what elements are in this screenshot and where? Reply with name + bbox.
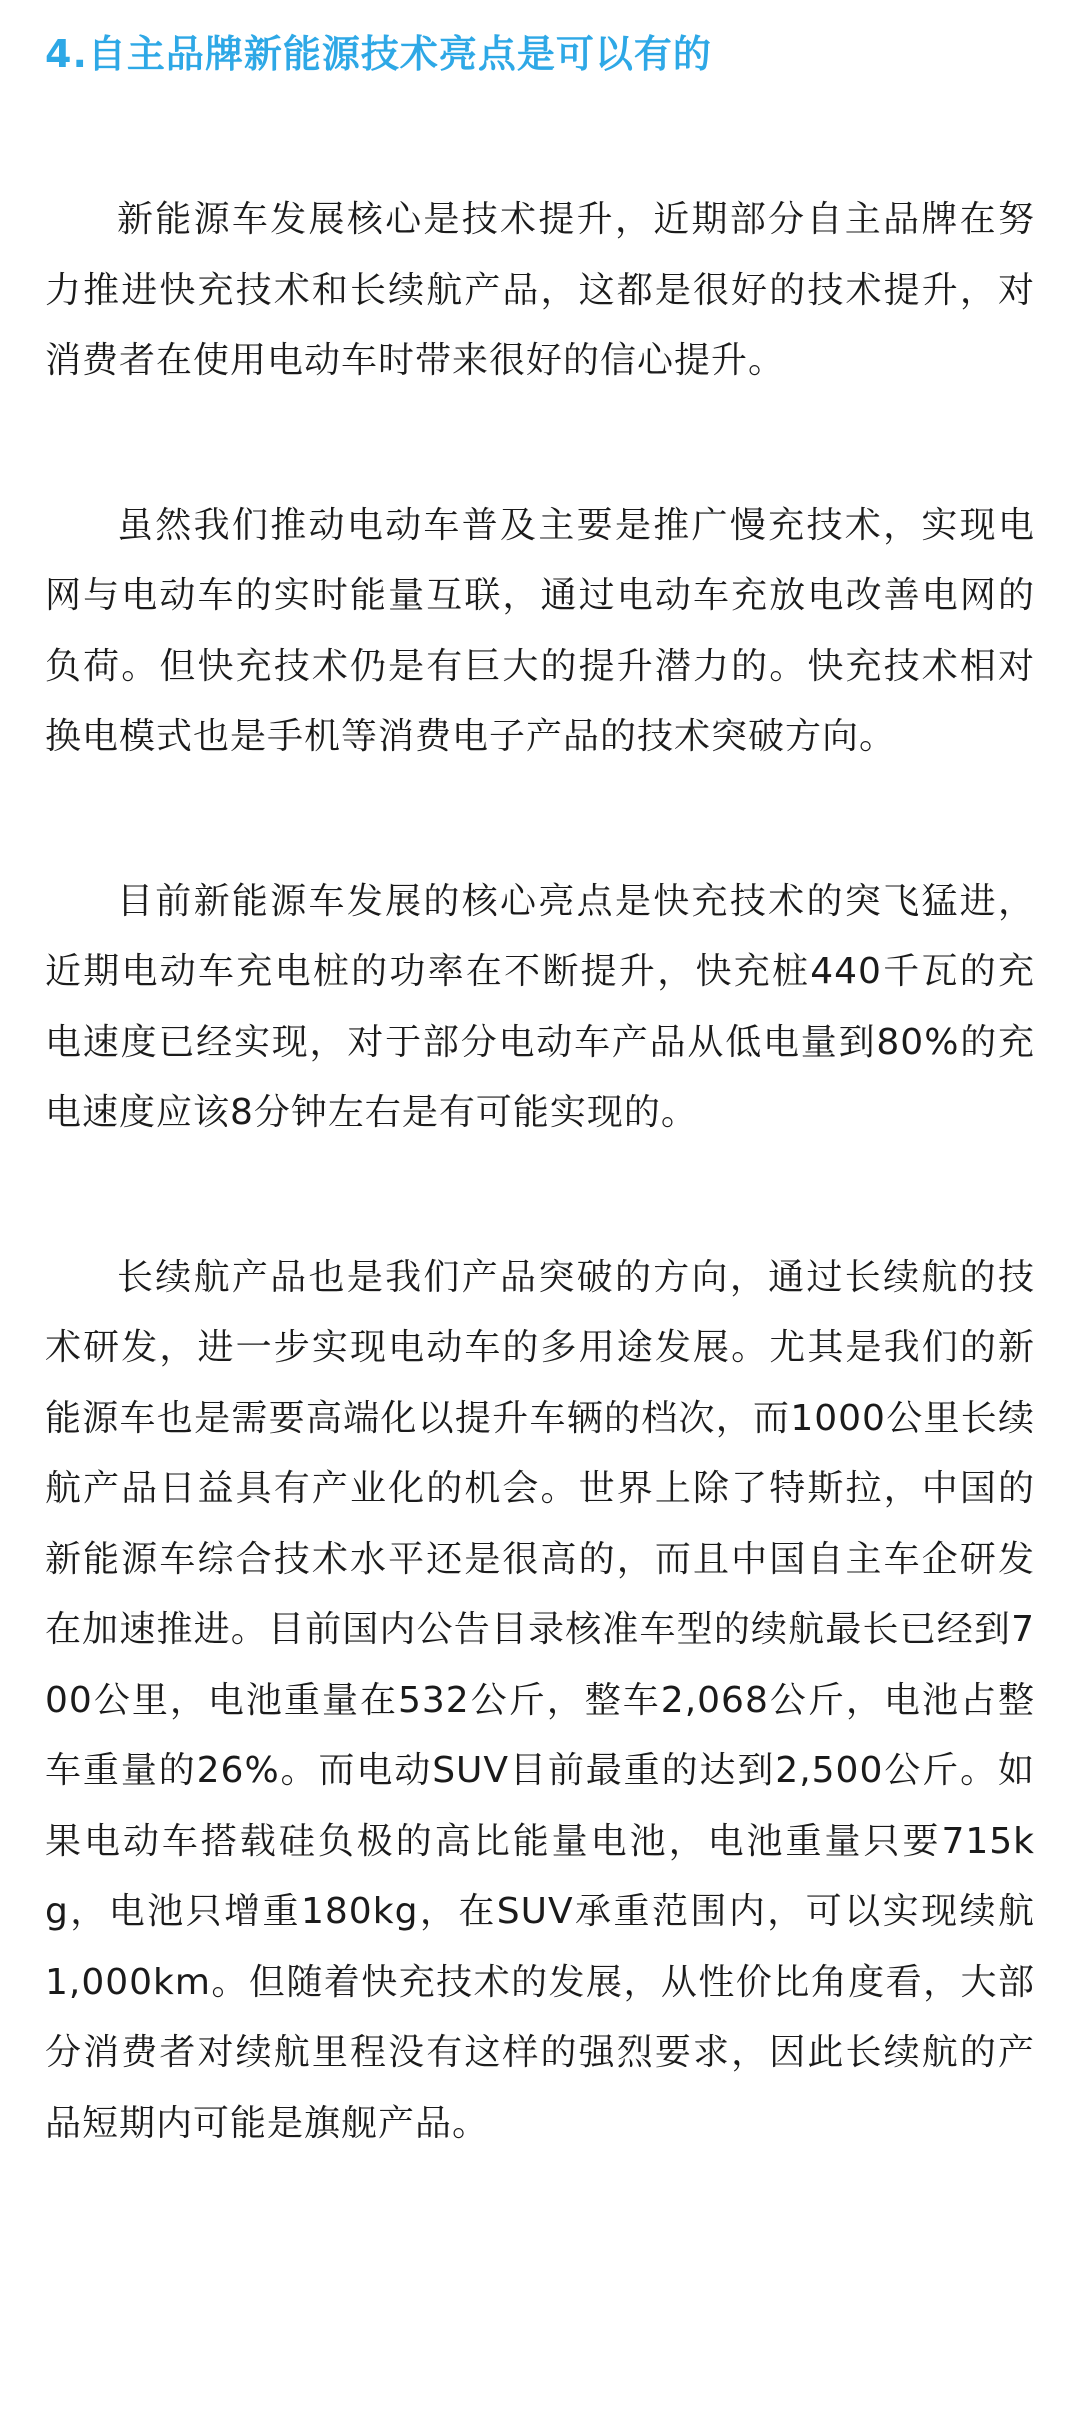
paragraph-tech-upgrade: 新能源车发展核心是技术提升，近期部分自主品牌在努力推进快充技术和长续航产品，这都是很好的技术提升，对消费者在使用电动车时带来很好的信心提升。 [45,199,1035,381]
paragraph-fast-charging-progress: 目前新能源车发展的核心亮点是快充技术的突飞猛进，近期电动车充电桩的功率在不断提升，快充桩440千瓦的充电速度已经实现，对于部分电动车产品从低电量到80%的充电速度应该8分钟左右是有可能实现的。 [45,880,1035,1133]
paragraph-long-range-products: 长续航产品也是我们产品突破的方向，通过长续航的技术研发，进一步实现电动车的多用途发展。尤其是我们的新能源车也是需要高端化以提升车辆的档次，而1000公里长续航产品日益具有产业化的机会。世界上除了特斯拉，中国的新能源车综合技术水平还是很高的，而且中国自主车企研发在加速推进。目前国内公告目录核准车型的续航最长已经到700公里，电池重量在532公斤，整车2,068公斤，电池占整车重量的26%。而电动SUV目前最重的达到2,500公斤。如果电动车搭载硅负极的高比能量电池，电池重量只要715kg，电池只增重180kg，在SUV承重范围内，可以实现续航1,000km。但随着快充技术的发展，从性价比角度看，大部分消费者对续航里程没有这样的强烈要求，因此长续航的产品短期内可能是旗舰产品。 [45,1256,1035,2144]
section-heading: 4.自主品牌新能源技术亮点是可以有的 [45,32,712,76]
paragraph-slow-vs-fast-charging: 虽然我们推动电动车普及主要是推广慢充技术，实现电网与电动车的实时能量互联，通过电动车充放电改善电网的负荷。但快充技术仍是有巨大的提升潜力的。快充技术相对换电模式也是手机等消费电子产品的技术突破方向。 [45,504,1035,757]
